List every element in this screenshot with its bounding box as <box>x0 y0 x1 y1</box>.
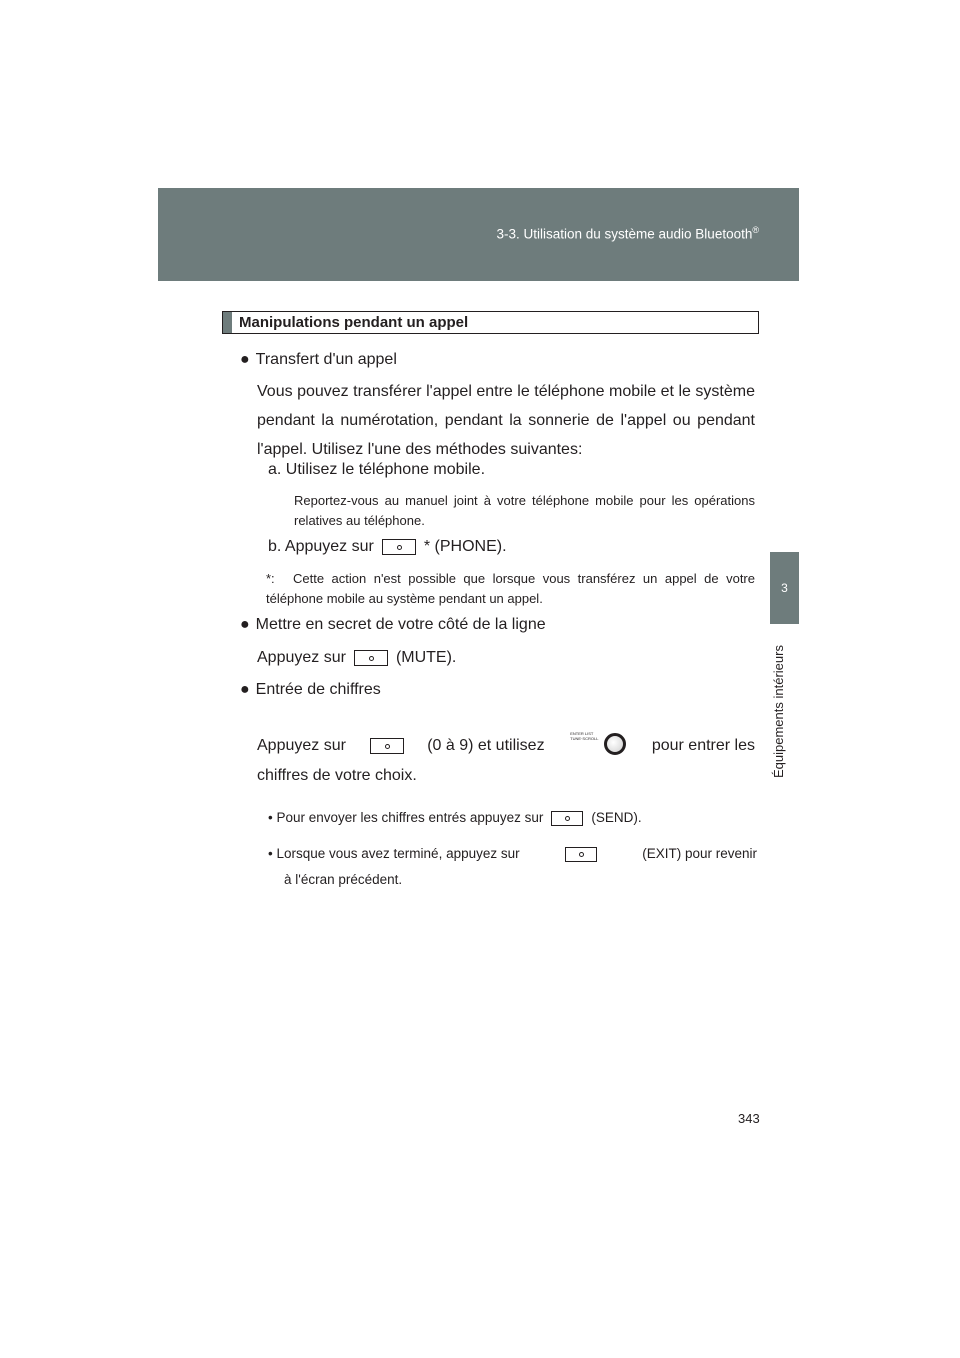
digits-text-3: pour entrer les <box>651 737 755 754</box>
footnote-marker: *: <box>266 571 275 586</box>
note-exit-text: • Lorsque vous avez terminé, appuyez sur <box>268 846 520 861</box>
transfer-heading: Transfert d'un appel <box>255 351 397 368</box>
registered-mark: ® <box>752 225 759 235</box>
digits-instruction <box>257 733 755 759</box>
send-button[interactable] <box>551 811 583 826</box>
chapter-title-text: 3-3. Utilisation du système audio Bluetooth <box>496 226 753 242</box>
footnote-text: Cette action n'est possible que lorsque vous transférez un appel de votre téléphone mobile au système pendant un appel. <box>266 571 755 606</box>
mute-button[interactable] <box>354 650 388 666</box>
chapter-tab <box>770 552 799 624</box>
section-header <box>222 311 759 334</box>
transfer-description: Vous pouvez transférer l'appel entre le téléphone mobile et le système pendant la numérotation, pendant la sonnerie de l'appel ou pendant l'appel. Utilisez l'une des méthodes suivantes: <box>257 383 755 458</box>
page-number: 343 <box>738 1111 760 1126</box>
note-exit <box>268 844 757 890</box>
knob-label-1: ENTER LIST <box>570 731 594 736</box>
header-band <box>158 188 799 281</box>
footnote <box>266 569 755 609</box>
note-send-label: (SEND). <box>591 810 642 825</box>
knob-label <box>570 731 598 741</box>
bullet-icon: ● <box>240 616 250 633</box>
chapter-tab-number: 3 <box>781 581 788 595</box>
digits-text-1: Appuyez sur <box>257 737 346 754</box>
mute-heading: Mettre en secret de votre côté de la ligne <box>255 616 546 633</box>
chapter-tab-label: Équipements intérieurs <box>771 645 786 778</box>
number-button[interactable] <box>370 738 404 754</box>
bullet-icon: ● <box>240 681 250 698</box>
bullet-mute <box>240 616 546 634</box>
digits-instruction-2: chiffres de votre choix. <box>257 767 417 784</box>
mute-text: Appuyez sur <box>257 649 346 666</box>
mute-label: (MUTE). <box>395 649 457 666</box>
exit-button[interactable] <box>565 847 597 862</box>
option-a-note: Reportez-vous au manuel joint à votre téléphone mobile pour les opérations relatives au téléphone. <box>294 493 755 528</box>
note-exit-line-1 <box>268 844 757 864</box>
note-exit-line-2: à l'écran précédent. <box>284 872 403 887</box>
note-exit-label: (EXIT) pour revenir <box>642 846 757 861</box>
knob-label-2: TUNE·SCROLL <box>570 736 599 741</box>
section-title: Manipulations pendant un appel <box>239 314 469 331</box>
phone-button[interactable] <box>382 539 416 555</box>
bullet-transfer <box>240 351 397 369</box>
note-send-text: • Pour envoyer les chiffres entrés appuyez sur <box>268 810 544 825</box>
digits-heading: Entrée de chiffres <box>255 681 381 698</box>
option-b-label: * (PHONE). <box>423 538 507 555</box>
option-a: a. Utilisez le téléphone mobile. <box>268 461 486 478</box>
option-b-text: b. Appuyez sur <box>268 538 374 555</box>
section-header-bar <box>223 312 232 333</box>
chapter-title <box>496 225 759 242</box>
mute-instruction <box>257 649 456 667</box>
bullet-digits <box>240 681 381 699</box>
tune-scroll-knob-icon[interactable] <box>570 733 626 759</box>
knob-circle <box>604 733 626 755</box>
option-b <box>268 538 507 556</box>
note-send <box>268 808 642 828</box>
bullet-icon: ● <box>240 351 250 368</box>
digits-text-2: (0 à 9) et utilisez <box>427 737 545 754</box>
